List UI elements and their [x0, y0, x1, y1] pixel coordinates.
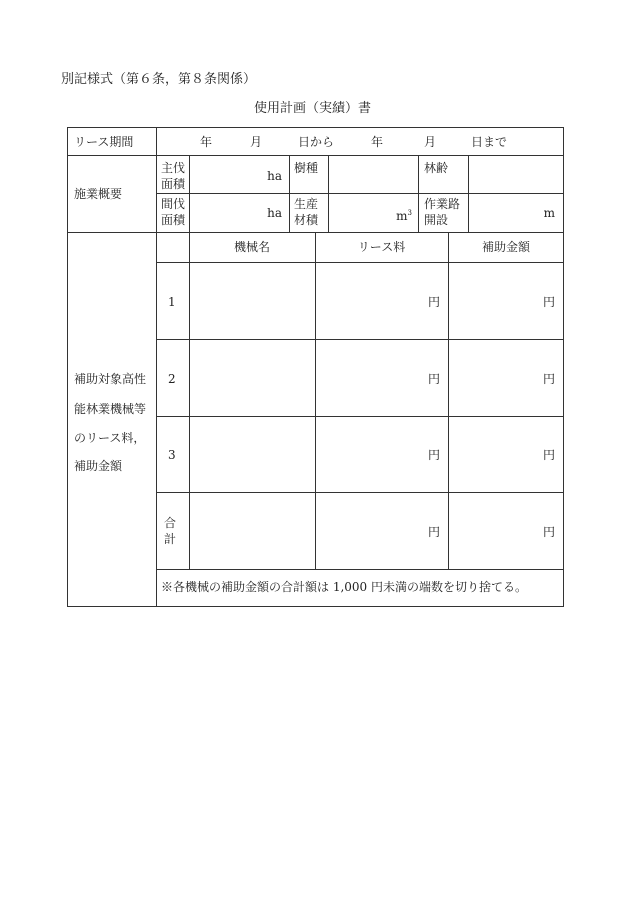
- thinning-area-unit: ha: [267, 206, 282, 220]
- row-3-subsidy-unit: 円: [542, 448, 555, 462]
- row-number-3: 3: [168, 448, 176, 462]
- production-volume-label-1: 生産: [294, 197, 319, 211]
- thinning-area-label-2: 面積: [161, 213, 186, 227]
- forest-age-label: 林齢: [424, 161, 449, 175]
- cubic-superscript: 3: [407, 209, 412, 217]
- road-length-unit: m: [543, 206, 555, 220]
- overview-label: 施業概要: [74, 187, 123, 201]
- thinning-area-label-1: 間伐: [161, 197, 186, 211]
- row-2-fee-unit: 円: [427, 372, 440, 386]
- road-length-label-1: 作業路: [424, 197, 461, 211]
- species-label: 樹種: [294, 161, 319, 175]
- total-subsidy-unit: 円: [542, 525, 555, 539]
- lease-section-label-2: 能林業機械等: [74, 402, 147, 416]
- row-number-2: 2: [168, 372, 176, 386]
- document-title: 使用計画（実績）書: [254, 101, 372, 116]
- lease-section-label-3: のリース料，: [74, 431, 146, 445]
- final-cut-area-label-1: 主伐: [161, 161, 186, 175]
- col-header-subsidy: 補助金額: [481, 240, 530, 254]
- rounding-note: ※各機械の補助金額の合計額は 1,000 円未満の端数を切り捨てる。: [161, 580, 527, 594]
- row-1-subsidy-unit: 円: [542, 295, 555, 309]
- row-2-subsidy-unit: 円: [542, 372, 555, 386]
- road-length-label-2: 開設: [424, 213, 449, 227]
- col-header-machine: 機械名: [233, 240, 270, 254]
- row-number-1: 1: [168, 295, 176, 309]
- production-volume-label-2: 材積: [294, 213, 319, 227]
- lease-end-day: 日まで: [471, 135, 508, 149]
- lease-section-label-4: 補助金額: [74, 459, 123, 473]
- total-fee-unit: 円: [427, 525, 440, 539]
- lease-end-month: 月: [424, 135, 437, 149]
- production-volume-unit: $m^3$: [396, 209, 412, 223]
- lease-start-month: 月: [250, 135, 263, 149]
- lease-end-year: 年: [371, 135, 384, 149]
- lease-start-year: 年: [200, 135, 213, 149]
- row-1-fee-unit: 円: [427, 295, 440, 309]
- final-cut-area-label-2: 面積: [161, 177, 186, 191]
- lease-start-day: 日から: [298, 135, 335, 149]
- lease-section-label-1: 補助対象高性: [74, 372, 147, 386]
- final-cut-area-unit: ha: [267, 169, 282, 183]
- total-label-1: 合: [164, 516, 177, 530]
- lease-period-label: リース期間: [74, 135, 134, 149]
- form-reference: 別記様式（第６条，第８条関係）: [61, 72, 257, 87]
- row-3-fee-unit: 円: [427, 448, 440, 462]
- col-header-lease-fee: リース料: [357, 240, 406, 254]
- total-label-2: 計: [164, 532, 177, 546]
